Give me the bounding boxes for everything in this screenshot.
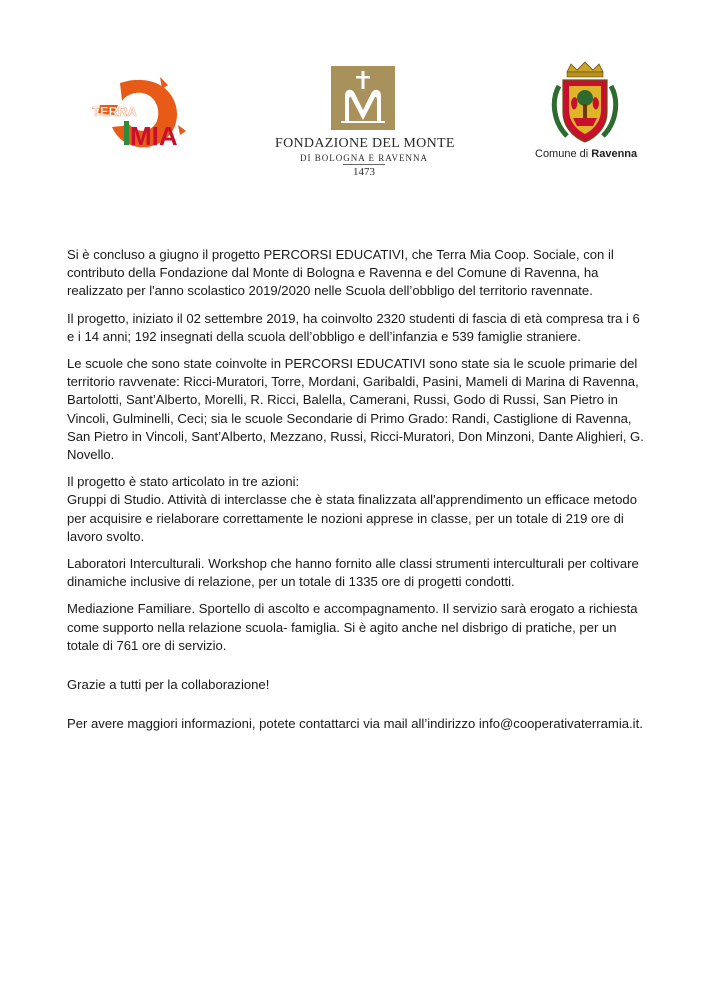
- comune-label: [535, 148, 638, 160]
- terra-mia-logo: [90, 75, 190, 155]
- fondazione-name: FONDAZIONE DEL MONTE: [275, 136, 455, 151]
- fondazione-emblem: [331, 66, 395, 130]
- intercultural-labs-paragraph: Laboratori Interculturali. Workshop che hanno fornito alle classi strumenti interculturali per coltivare dinamiche inclusive di relazione, per un totale di 1335 ore di progetti condotti.: [67, 556, 639, 590]
- project-stats-paragraph: Il progetto, iniziato il 02 settembre 2019, ha coinvolto 2320 studenti di fascia di età compresa tra i 6 e i 14 anni; 192 insegnati della scuola dell’obbligo e dell’infanzia e 539 famiglie straniere.: [67, 310, 640, 344]
- fondazione-divider: [343, 164, 385, 165]
- comune-label-prefix: Comune di: [535, 148, 592, 160]
- intro-paragraph: Si è concluso a giugno il progetto PERCORSI EDUCATIVI, che Terra Mia Coop. Sociale, con il contributo della Fondazione dal Monte di Bologna e Ravenna e del Comune di Ravenna, ha realizzato per l'anno scolastico 2019/2020 nelle Scuola dell’obbligo del territorio ravennate.: [67, 247, 614, 299]
- contact-paragraph: Per avere maggiori informazioni, potete contattarci via mail all’indirizzo info@cooperativaterramia.it.: [67, 716, 643, 732]
- schools-paragraph: Le scuole che sono state coinvolte in PERCORSI EDUCATIVI sono state sia le scuole primarie del territorio ravvenate: Ricci-Muratori, Torre, Mordani, Garibaldi, Pasini, Mameli di Marina di Ravenna, Bartolotti, Sant’Alberto, Morelli, R. Ricci, Balella, Camerani, Russi, Godo di Russi, San Pietro in Vincoli, Gulminelli, Ceci; sia le scuole Secondarie di Primo Grado: Randi, Castiglione di Ravenna, San Pietro in Vincoli, Sant’Alberto, Mezzano, Russi, Ricci-Muratori, Don Minzoni, Dante Alighieri, G. Novello.: [67, 356, 644, 463]
- thanks-line: Grazie a tutti per la collaborazione!: [67, 677, 270, 693]
- document-body: [67, 246, 647, 733]
- study-groups-paragraph: Gruppi di Studio. Attività di interclasse che è stata finalizzata all'apprendimento un efficace metodo per acquisire e rielaborare correttamente le nozioni apprese in classe, per un totale di 219 ore di lavoro svolto.: [67, 492, 637, 544]
- terra-text: TERRA: [92, 104, 137, 119]
- family-mediation-paragraph: Mediazione Familiare. Sportello di ascolto e accompagnamento. Il servizio sarà erogato a richiesta come supporto nella relazione scuola- famiglia. Si è agito anche nel disbrigo di pratiche, per un totale di 761 ore di servizio.: [67, 601, 638, 653]
- mia-text: MIA: [130, 121, 178, 151]
- comune-crest-icon: [535, 60, 635, 146]
- fondazione-subtitle: DI BOLOGNA E RAVENNA: [299, 153, 429, 163]
- fondazione-logo: [275, 62, 453, 182]
- header-logos: [0, 0, 708, 200]
- comune-ravenna-logo: [535, 60, 638, 170]
- fondazione-year: 1473: [353, 166, 375, 178]
- comune-label-city: Ravenna: [591, 148, 638, 160]
- actions-intro: Il progetto è stato articolato in tre azioni:: [67, 474, 300, 490]
